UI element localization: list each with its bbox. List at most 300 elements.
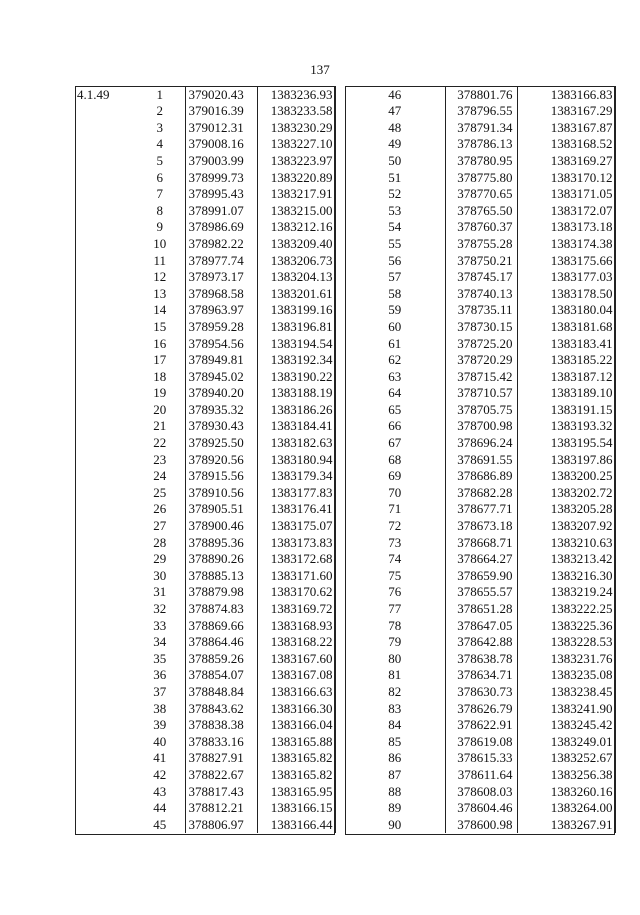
y-coordinate: 1383206.73 [257, 252, 335, 269]
table-row [75, 451, 335, 468]
x-coordinate: 378630.73 [445, 683, 517, 700]
y-coordinate: 1383191.15 [517, 401, 615, 418]
table-row [75, 434, 335, 451]
table-row [345, 484, 615, 501]
section-label-cell [75, 468, 135, 485]
table-row [75, 219, 335, 236]
section-label-cell [75, 783, 135, 800]
y-coordinate: 1383173.83 [257, 534, 335, 551]
x-coordinate: 378848.84 [185, 683, 257, 700]
table-row [345, 783, 615, 800]
section-label-cell [75, 335, 135, 352]
point-number: 90 [388, 816, 402, 832]
y-coordinate: 1383168.93 [257, 617, 335, 634]
table-row [345, 352, 615, 369]
table-row [75, 335, 335, 352]
table-row [345, 418, 615, 435]
point-number: 17 [153, 352, 167, 368]
section-label-cell [75, 650, 135, 667]
section-label-cell [75, 169, 135, 186]
section-label-cell [75, 683, 135, 700]
x-coordinate: 378991.07 [185, 202, 257, 219]
point-number: 20 [153, 401, 167, 417]
y-coordinate: 1383201.61 [257, 285, 335, 302]
y-coordinate: 1383207.92 [517, 517, 615, 534]
table-row [345, 318, 615, 335]
section-label-cell [75, 103, 135, 120]
point-number: 50 [388, 152, 402, 168]
section-label-cell [75, 517, 135, 534]
x-coordinate: 378730.15 [445, 318, 517, 335]
section-label-cell [75, 418, 135, 435]
point-number: 27 [153, 518, 167, 534]
y-coordinate: 1383264.00 [517, 800, 615, 817]
section-label-cell [75, 717, 135, 734]
table-row [75, 766, 335, 783]
y-coordinate: 1383249.01 [517, 733, 615, 750]
point-number: 81 [388, 667, 402, 683]
x-coordinate: 378664.27 [445, 551, 517, 568]
point-number: 75 [388, 567, 402, 583]
point-number: 28 [153, 534, 167, 550]
x-coordinate: 378977.74 [185, 252, 257, 269]
y-coordinate: 1383168.52 [517, 136, 615, 153]
point-number: 77 [388, 601, 402, 616]
x-coordinate: 378982.22 [185, 235, 257, 252]
y-coordinate: 1383165.82 [257, 750, 335, 767]
y-coordinate: 1383228.53 [517, 634, 615, 651]
point-number: 11 [153, 252, 167, 268]
table-row [75, 717, 335, 734]
y-coordinate: 1383166.04 [257, 717, 335, 734]
point-number: 60 [388, 318, 402, 334]
y-coordinate: 1383166.63 [257, 683, 335, 700]
table-row [345, 717, 615, 734]
x-coordinate: 378935.32 [185, 401, 257, 418]
y-coordinate: 1383252.67 [517, 750, 615, 767]
x-coordinate: 378869.66 [185, 617, 257, 634]
point-number: 82 [388, 683, 402, 699]
table-row [345, 119, 615, 136]
x-coordinate: 378604.46 [445, 800, 517, 817]
y-coordinate: 1383178.50 [517, 285, 615, 302]
point-number: 38 [153, 700, 167, 716]
point-number: 13 [153, 285, 167, 301]
y-coordinate: 1383204.13 [257, 269, 335, 286]
point-number: 65 [388, 401, 402, 417]
point-number: 6 [156, 169, 163, 185]
x-coordinate: 378999.73 [185, 169, 257, 186]
point-number: 34 [153, 634, 167, 650]
x-coordinate: 378638.78 [445, 650, 517, 667]
x-coordinate: 378838.38 [185, 717, 257, 734]
y-coordinate: 1383168.22 [257, 634, 335, 651]
x-coordinate: 378791.34 [445, 119, 517, 136]
y-coordinate: 1383200.25 [517, 468, 615, 485]
y-coordinate: 1383170.62 [257, 584, 335, 601]
table-row [345, 650, 615, 667]
point-number: 54 [388, 219, 402, 235]
y-coordinate: 1383230.29 [257, 119, 335, 136]
table-row [75, 119, 335, 136]
point-number: 55 [388, 235, 402, 251]
section-label-cell [75, 285, 135, 302]
point-number: 41 [153, 750, 167, 766]
table-row [75, 567, 335, 584]
y-coordinate: 1383210.63 [517, 534, 615, 551]
y-coordinate: 1383223.97 [257, 152, 335, 169]
y-coordinate: 1383219.24 [517, 584, 615, 601]
y-coordinate: 1383236.93 [257, 86, 335, 103]
table-row [345, 816, 615, 833]
x-coordinate: 378619.08 [445, 733, 517, 750]
table-row [345, 800, 615, 817]
x-coordinate: 378760.37 [445, 219, 517, 236]
point-number: 88 [388, 783, 402, 799]
section-label-cell [75, 501, 135, 518]
y-coordinate: 1383185.22 [517, 352, 615, 369]
section-label-cell [75, 119, 135, 136]
x-coordinate: 378720.29 [445, 352, 517, 369]
x-coordinate: 379008.16 [185, 136, 257, 153]
y-coordinate: 1383187.12 [517, 368, 615, 385]
table-row [345, 385, 615, 402]
point-number: 76 [388, 584, 402, 600]
x-coordinate: 379012.31 [185, 119, 257, 136]
table-row [75, 103, 335, 120]
table-row [75, 634, 335, 651]
point-number: 58 [388, 285, 402, 301]
point-number: 7 [156, 186, 163, 202]
table-row [75, 152, 335, 169]
x-coordinate: 378925.50 [185, 434, 257, 451]
table-row [345, 152, 615, 169]
x-coordinate: 378806.97 [185, 816, 257, 833]
x-coordinate: 378930.43 [185, 418, 257, 435]
point-number: 45 [153, 816, 167, 832]
point-number: 43 [153, 783, 167, 799]
point-number: 53 [388, 202, 402, 218]
point-number: 83 [388, 700, 402, 716]
y-coordinate: 1383172.07 [517, 202, 615, 219]
y-coordinate: 1383167.08 [257, 667, 335, 684]
point-number: 70 [388, 484, 402, 500]
point-number: 69 [388, 468, 402, 484]
table-row [75, 750, 335, 767]
point-number: 86 [388, 750, 402, 766]
point-number: 36 [153, 667, 167, 683]
x-coordinate: 378651.28 [445, 600, 517, 617]
x-coordinate: 378700.98 [445, 418, 517, 435]
table-row [345, 766, 615, 783]
x-coordinate: 378817.43 [185, 783, 257, 800]
x-coordinate: 378796.55 [445, 103, 517, 120]
table-row [75, 318, 335, 335]
y-coordinate: 1383181.68 [517, 318, 615, 335]
section-label-cell [75, 451, 135, 468]
section-label-cell [75, 816, 135, 833]
table-row [75, 86, 335, 103]
table-row [345, 285, 615, 302]
section-label-cell [75, 152, 135, 169]
y-coordinate: 1383241.90 [517, 700, 615, 717]
y-coordinate: 1383194.54 [257, 335, 335, 352]
point-number: 61 [388, 335, 402, 351]
y-coordinate: 1383171.05 [517, 186, 615, 203]
section-label-cell [75, 252, 135, 269]
x-coordinate: 378655.57 [445, 584, 517, 601]
table-row [345, 252, 615, 269]
section-label-cell [75, 617, 135, 634]
y-coordinate: 1383196.81 [257, 318, 335, 335]
y-coordinate: 1383225.36 [517, 617, 615, 634]
point-number: 84 [388, 717, 402, 733]
x-coordinate: 378647.05 [445, 617, 517, 634]
point-number: 29 [153, 551, 167, 567]
point-number: 35 [153, 650, 167, 666]
y-coordinate: 1383199.16 [257, 302, 335, 319]
x-coordinate: 378611.64 [445, 766, 517, 783]
section-label-cell [75, 551, 135, 568]
table-row [75, 700, 335, 717]
y-coordinate: 1383177.83 [257, 484, 335, 501]
section-label-cell [75, 584, 135, 601]
table-row [345, 103, 615, 120]
table-row [75, 484, 335, 501]
x-coordinate: 378765.50 [445, 202, 517, 219]
point-number: 87 [388, 766, 402, 782]
point-number: 10 [153, 235, 167, 251]
point-number: 85 [388, 733, 402, 749]
x-coordinate: 378822.67 [185, 766, 257, 783]
y-coordinate: 1383177.03 [517, 269, 615, 286]
table-row [75, 600, 335, 617]
x-coordinate: 378686.89 [445, 468, 517, 485]
x-coordinate: 378859.26 [185, 650, 257, 667]
point-number: 72 [388, 518, 402, 534]
table-row [345, 186, 615, 203]
y-coordinate: 1383167.29 [517, 103, 615, 120]
table-row [345, 567, 615, 584]
y-coordinate: 1383165.82 [257, 766, 335, 783]
y-coordinate: 1383202.72 [517, 484, 615, 501]
point-number: 22 [153, 435, 167, 451]
section-label-cell [75, 269, 135, 286]
x-coordinate: 379003.99 [185, 152, 257, 169]
x-coordinate: 378677.71 [445, 501, 517, 518]
point-number: 67 [388, 435, 402, 451]
point-number: 62 [388, 352, 402, 368]
table-row [75, 302, 335, 319]
table-row [75, 650, 335, 667]
section-label-cell [75, 434, 135, 451]
page-number: 137 [310, 62, 330, 77]
section-label-cell [75, 600, 135, 617]
section-label-cell [75, 567, 135, 584]
x-coordinate: 378725.20 [445, 335, 517, 352]
point-number: 4 [156, 136, 163, 152]
table-row [345, 86, 615, 103]
section-label-cell [75, 733, 135, 750]
point-number: 19 [153, 385, 167, 401]
y-coordinate: 1383216.30 [517, 567, 615, 584]
x-coordinate: 378959.28 [185, 318, 257, 335]
x-coordinate: 378634.71 [445, 667, 517, 684]
x-coordinate: 378854.07 [185, 667, 257, 684]
x-coordinate: 378910.56 [185, 484, 257, 501]
point-number: 89 [388, 800, 402, 816]
point-number: 5 [156, 152, 163, 168]
y-coordinate: 1383231.76 [517, 650, 615, 667]
point-number: 47 [388, 103, 402, 119]
y-coordinate: 1383166.15 [257, 800, 335, 817]
x-coordinate: 378600.98 [445, 816, 517, 833]
table-row [345, 302, 615, 319]
y-coordinate: 1383180.04 [517, 302, 615, 319]
x-coordinate: 378986.69 [185, 219, 257, 236]
table-row [345, 202, 615, 219]
point-number: 44 [153, 800, 167, 816]
y-coordinate: 1383165.95 [257, 783, 335, 800]
table-row [75, 551, 335, 568]
x-coordinate: 378963.97 [185, 302, 257, 319]
point-number: 23 [153, 451, 167, 467]
point-number: 26 [153, 501, 167, 517]
y-coordinate: 1383169.27 [517, 152, 615, 169]
x-coordinate: 378812.21 [185, 800, 257, 817]
y-coordinate: 1383170.12 [517, 169, 615, 186]
x-coordinate: 378920.56 [185, 451, 257, 468]
table-row [75, 352, 335, 369]
point-number: 79 [388, 634, 402, 650]
point-number: 42 [153, 766, 167, 782]
table-row [345, 335, 615, 352]
table-row [345, 700, 615, 717]
x-coordinate: 378786.13 [445, 136, 517, 153]
y-coordinate: 1383209.40 [257, 235, 335, 252]
section-label-cell [75, 302, 135, 319]
table-row [345, 368, 615, 385]
point-number: 16 [153, 335, 167, 351]
y-coordinate: 1383183.41 [517, 335, 615, 352]
y-coordinate: 1383238.45 [517, 683, 615, 700]
point-number: 2 [156, 103, 163, 119]
x-coordinate: 378864.46 [185, 634, 257, 651]
x-coordinate: 378973.17 [185, 269, 257, 286]
section-label-cell [75, 385, 135, 402]
table-row [75, 269, 335, 286]
x-coordinate: 378949.81 [185, 352, 257, 369]
table-row [75, 418, 335, 435]
x-coordinate: 378879.98 [185, 584, 257, 601]
section-label-cell [75, 750, 135, 767]
section-label-cell [75, 484, 135, 501]
y-coordinate: 1383180.94 [257, 451, 335, 468]
x-coordinate: 378622.91 [445, 717, 517, 734]
point-number: 31 [153, 584, 167, 600]
y-coordinate: 1383260.16 [517, 783, 615, 800]
point-number: 46 [388, 86, 402, 102]
table-row [345, 617, 615, 634]
y-coordinate: 1383186.26 [257, 401, 335, 418]
table-row [75, 202, 335, 219]
x-coordinate: 378895.36 [185, 534, 257, 551]
y-coordinate: 1383227.10 [257, 136, 335, 153]
point-number: 71 [388, 501, 402, 517]
x-coordinate: 378659.90 [445, 567, 517, 584]
section-label-cell [75, 534, 135, 551]
table-row [345, 235, 615, 252]
section-label-cell [75, 136, 135, 153]
x-coordinate: 378750.21 [445, 252, 517, 269]
table-row [75, 368, 335, 385]
point-number: 39 [153, 717, 167, 733]
point-number: 33 [153, 617, 167, 633]
table-row [345, 401, 615, 418]
x-coordinate: 378827.91 [185, 750, 257, 767]
y-coordinate: 1383176.41 [257, 501, 335, 518]
x-coordinate: 378905.51 [185, 501, 257, 518]
table-row [75, 468, 335, 485]
point-number: 66 [388, 418, 402, 434]
y-coordinate: 1383166.83 [517, 86, 615, 103]
table-row [345, 551, 615, 568]
section-label-cell [75, 634, 135, 651]
y-coordinate: 1383213.42 [517, 551, 615, 568]
y-coordinate: 1383205.28 [517, 501, 615, 518]
point-number: 52 [388, 186, 402, 202]
y-coordinate: 1383220.89 [257, 169, 335, 186]
table-row [75, 783, 335, 800]
table-row [75, 800, 335, 817]
x-coordinate: 378801.76 [445, 86, 517, 103]
y-coordinate: 1383169.72 [257, 600, 335, 617]
table-row [345, 667, 615, 684]
table-row [75, 584, 335, 601]
x-coordinate: 378615.33 [445, 750, 517, 767]
x-coordinate: 378705.75 [445, 401, 517, 418]
point-number: 49 [388, 136, 402, 152]
point-number: 59 [388, 302, 402, 318]
x-coordinate: 378710.57 [445, 385, 517, 402]
x-coordinate: 378780.95 [445, 152, 517, 169]
x-coordinate: 378885.13 [185, 567, 257, 584]
point-number: 18 [153, 368, 167, 384]
x-coordinate: 378900.46 [185, 517, 257, 534]
section-label-cell [75, 202, 135, 219]
table-row [345, 136, 615, 153]
x-coordinate: 378843.62 [185, 700, 257, 717]
table-row [345, 219, 615, 236]
table-row [345, 269, 615, 286]
table-row [75, 401, 335, 418]
table-row [345, 451, 615, 468]
point-number: 24 [153, 468, 167, 484]
x-coordinate: 378770.65 [445, 186, 517, 203]
y-coordinate: 1383267.91 [517, 816, 615, 833]
y-coordinate: 1383166.30 [257, 700, 335, 717]
x-coordinate: 378715.42 [445, 368, 517, 385]
point-number: 56 [388, 252, 402, 268]
x-coordinate: 379016.39 [185, 103, 257, 120]
x-coordinate: 378945.02 [185, 368, 257, 385]
x-coordinate: 378626.79 [445, 700, 517, 717]
y-coordinate: 1383184.41 [257, 418, 335, 435]
point-number: 14 [153, 302, 167, 318]
x-coordinate: 378608.03 [445, 783, 517, 800]
y-coordinate: 1383217.91 [257, 186, 335, 203]
y-coordinate: 1383175.07 [257, 517, 335, 534]
